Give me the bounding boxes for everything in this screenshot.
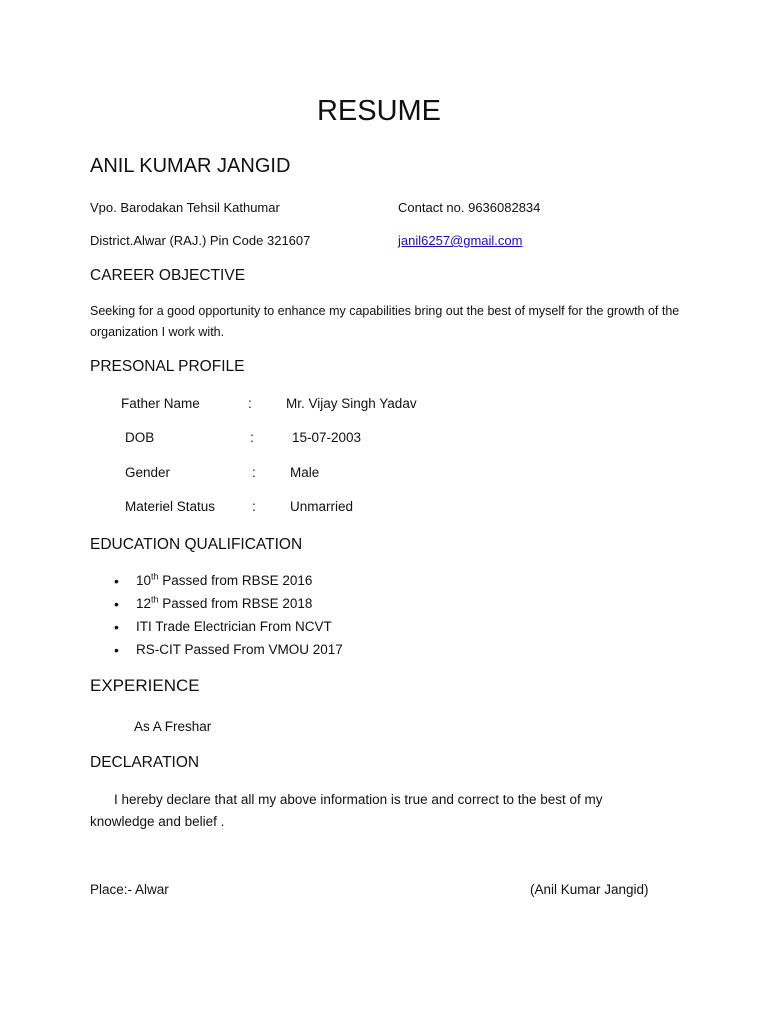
profile-separator: : [252,465,256,480]
profile-value-gender: Male [290,465,320,480]
profile-label-gender: Gender [125,465,171,480]
bullet-icon: • [114,642,119,658]
education-item: ITI Trade Electrician From NCVT [136,619,332,634]
declaration-heading: DECLARATION [90,754,200,771]
education-item-superscript: th [151,571,159,582]
profile-separator: : [250,430,254,445]
address-line-2: District.Alwar (RAJ.) Pin Code 321607 [90,233,311,248]
profile-label-marital-status: Materiel Status [125,499,216,514]
bullet-icon: • [114,596,119,612]
contact-phone: Contact no. 9636082834 [398,200,541,215]
education-item: RS-CIT Passed From VMOU 2017 [136,642,343,657]
education-item-number: 10 [136,573,152,588]
personal-profile-heading: PRESONAL PROFILE [90,358,245,375]
declaration-text: I hereby declare that all my above information is true and correct to the best of my knowledge and belief . [90,792,603,829]
career-objective-text: Seeking for a good opportunity to enhance my capabilities bring out the best of myself for the growth of the organization I work with. [90,304,680,339]
education-item-text: Passed from RBSE 2018 [158,596,313,611]
experience-heading: EXPERIENCE [90,676,200,695]
profile-separator: : [248,396,252,411]
education-heading: EDUCATION QUALIFICATION [90,536,303,553]
education-item-superscript: th [151,594,159,605]
resume-title: RESUME [316,95,442,127]
education-item-number: 12 [136,596,152,611]
applicant-name: ANIL KUMAR JANGID [90,155,291,177]
experience-text: As A Freshar [134,719,212,734]
email-link[interactable]: janil6257@gmail.com [398,233,523,248]
career-objective-heading: CAREER OBJECTIVE [90,267,246,284]
profile-value-father-name: Mr. Vijay Singh Yadav [286,396,417,411]
profile-label-father-name: Father Name [121,396,200,411]
bullet-icon: • [114,619,119,635]
profile-value-marital-status: Unmarried [290,499,354,514]
signature-name: (Anil Kumar Jangid) [530,882,649,897]
address-line-1: Vpo. Barodakan Tehsil Kathumar [90,200,280,215]
education-item [136,596,312,611]
education-item [136,573,312,588]
profile-separator: : [252,499,256,514]
profile-value-dob: 15-07-2003 [292,430,362,445]
place-text: Place:- Alwar [90,882,169,897]
bullet-icon: • [114,573,119,589]
profile-label-dob: DOB [125,430,155,445]
education-item-text: Passed from RBSE 2016 [158,573,313,588]
